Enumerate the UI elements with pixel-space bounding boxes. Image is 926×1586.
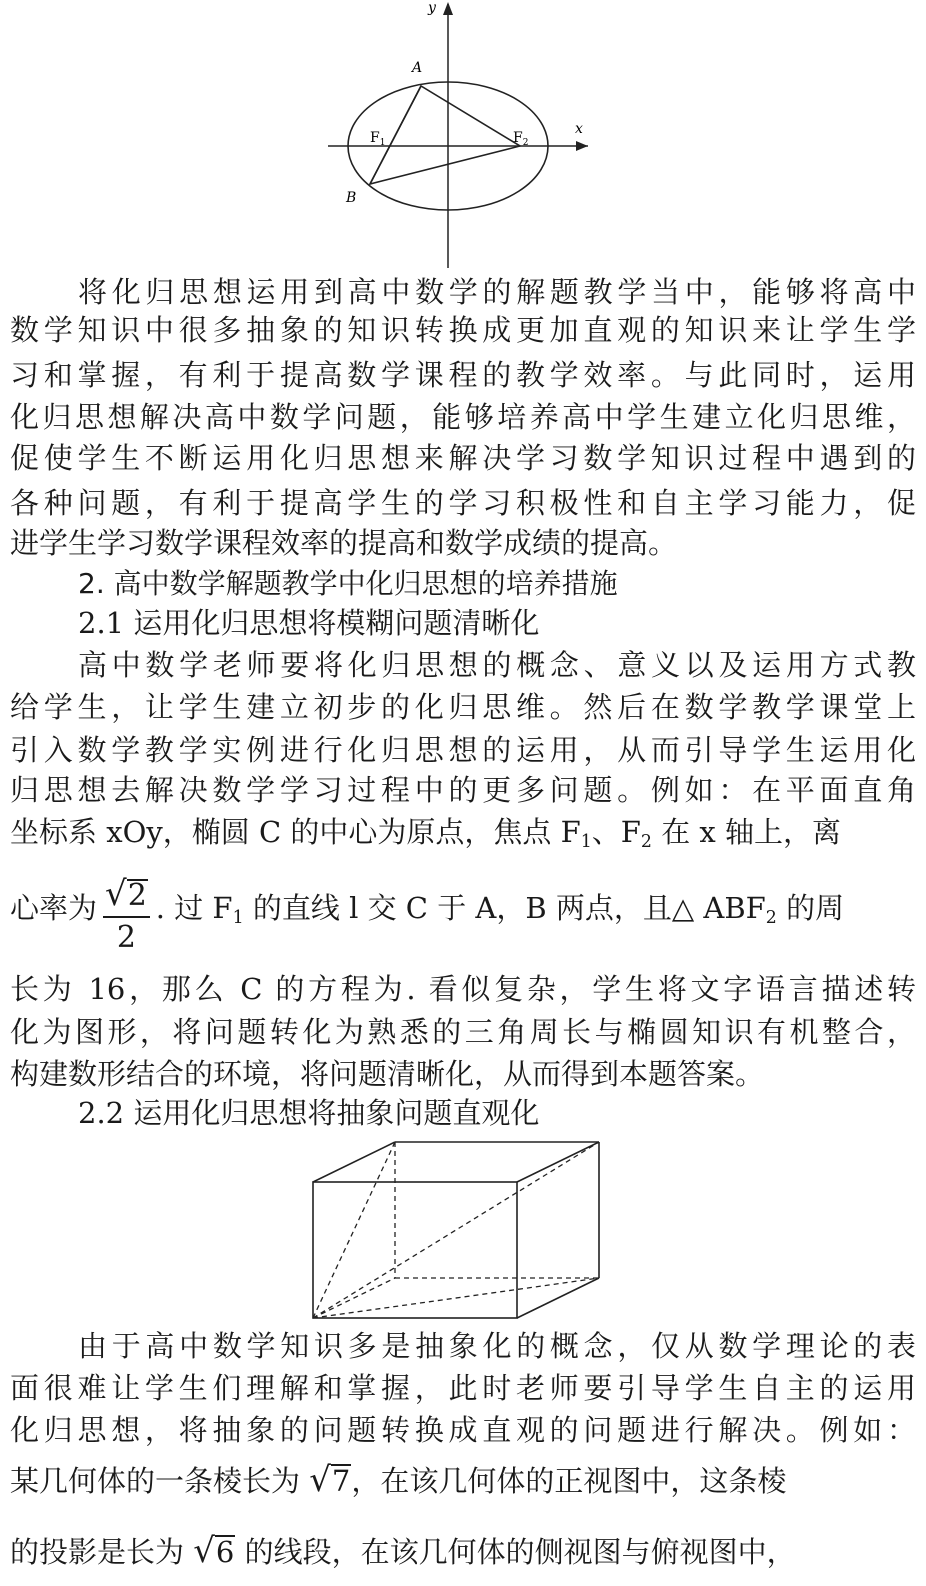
sqrt-6: 6: [215, 1535, 235, 1569]
cuboid-figure: [305, 1136, 605, 1322]
cuboid-diagonal: [313, 1278, 599, 1318]
triangle-abf2: [370, 86, 520, 184]
cuboid-diagonal: [313, 1142, 395, 1318]
para2-line-5: 坐标系 xOy，椭圆 C 的中心为原点，焦点 $F_1$、$F_2$ 在 x 轴上，离: [10, 815, 841, 853]
focus-2-label: $F_2$: [513, 130, 529, 148]
para3-line-5: 的投影是长为 √6 的线段，在该几何体的侧视图与俯视图中，: [10, 1531, 796, 1571]
para1-line-2: 数学知识中很多抽象的知识转换成更加直观的知识来让学生学: [10, 313, 916, 347]
para2-line-8: 化为图形，将问题转化为熟悉的三角周长与椭圆知识有机整合，: [10, 1015, 916, 1049]
para3-line-3: 化归思想，将抽象的问题转换成直观的问题进行解决。例如：: [10, 1413, 916, 1447]
focus-1-label: $F_1$: [370, 130, 386, 148]
y-axis-arrow-icon: [443, 2, 453, 15]
ellipse-figure: [310, 0, 600, 272]
cuboid-edge: [517, 1142, 599, 1182]
axis-x-label: x: [575, 121, 583, 137]
sqrt-7: 7: [331, 1464, 351, 1498]
para3-line-4: 某几何体的一条棱长为 √7，在该几何体的正视图中，这条棱: [10, 1460, 787, 1500]
para2-line-6: 心率为 $\frac{√2}{2}$ . 过 $F_1$ 的直线 l 交 C 于 A，B 两点，且△ $ABF_2$ 的周: [10, 858, 916, 958]
para1-line-7: 进学生学习数学课程效率的提高和数学成绩的提高。: [10, 526, 678, 560]
x-axis-arrow-icon: [576, 141, 588, 151]
para1-line-1: 将化归思想运用到高中数学的解题教学当中，能够将高中: [78, 275, 916, 309]
para1-line-3: 习和掌握，有利于提高数学课程的教学效率。与此同时，运用: [10, 358, 916, 392]
cuboid-diagonal: [313, 1142, 599, 1318]
para3-line-2: 面很难让学生们理解和掌握，此时老师要引导学生自主的运用: [10, 1371, 916, 1405]
cuboid-edge: [313, 1142, 395, 1182]
para1-line-6: 各种问题，有利于提高学生的学习积极性和自主学习能力，促: [10, 486, 916, 520]
fraction-sqrt2-over-2: $\frac{√2}{2}$: [103, 874, 150, 958]
section-heading-2-1: 2.1 运用化归思想将模糊问题清晰化: [78, 606, 540, 640]
para1-line-5: 促使学生不断运用化归思想来解决学习数学知识过程中遇到的: [10, 441, 916, 475]
axis-y-label: y: [428, 0, 436, 16]
section-heading-2: 2. 高中数学解题教学中化归思想的培养措施: [78, 567, 618, 600]
para2-line-1: 高中数学老师要将化归思想的概念、意义以及运用方式教: [78, 648, 916, 682]
para1-line-4: 化归思想解决高中数学问题，能够培养高中学生建立化归思维，: [10, 400, 916, 434]
para3-line-1: 由于高中数学知识多是抽象化的概念，仅从数学理论的表: [78, 1329, 916, 1363]
para2-line-4: 归思想去解决数学学习过程中的更多问题。例如：在平面直角: [10, 773, 916, 807]
cuboid-hidden-edge: [313, 1278, 395, 1318]
section-heading-2-2: 2.2 运用化归思想将抽象问题直观化: [78, 1096, 540, 1130]
para2-line-3: 引入数学教学实例进行化归思想的运用，从而引导学生运用化: [10, 733, 916, 767]
para2-line-9: 构建数形结合的环境，将问题清晰化，从而得到本题答案。: [10, 1057, 765, 1091]
point-b-label: B: [346, 190, 357, 206]
para2-line-2: 给学生，让学生建立初步的化归思维。然后在数学教学课堂上: [10, 690, 916, 724]
point-a-label: A: [412, 60, 423, 76]
para2-line-7: 长为 16，那么 C 的方程为. 看似复杂，学生将文字语言描述转: [10, 972, 916, 1006]
cuboid-front-face: [313, 1182, 517, 1318]
